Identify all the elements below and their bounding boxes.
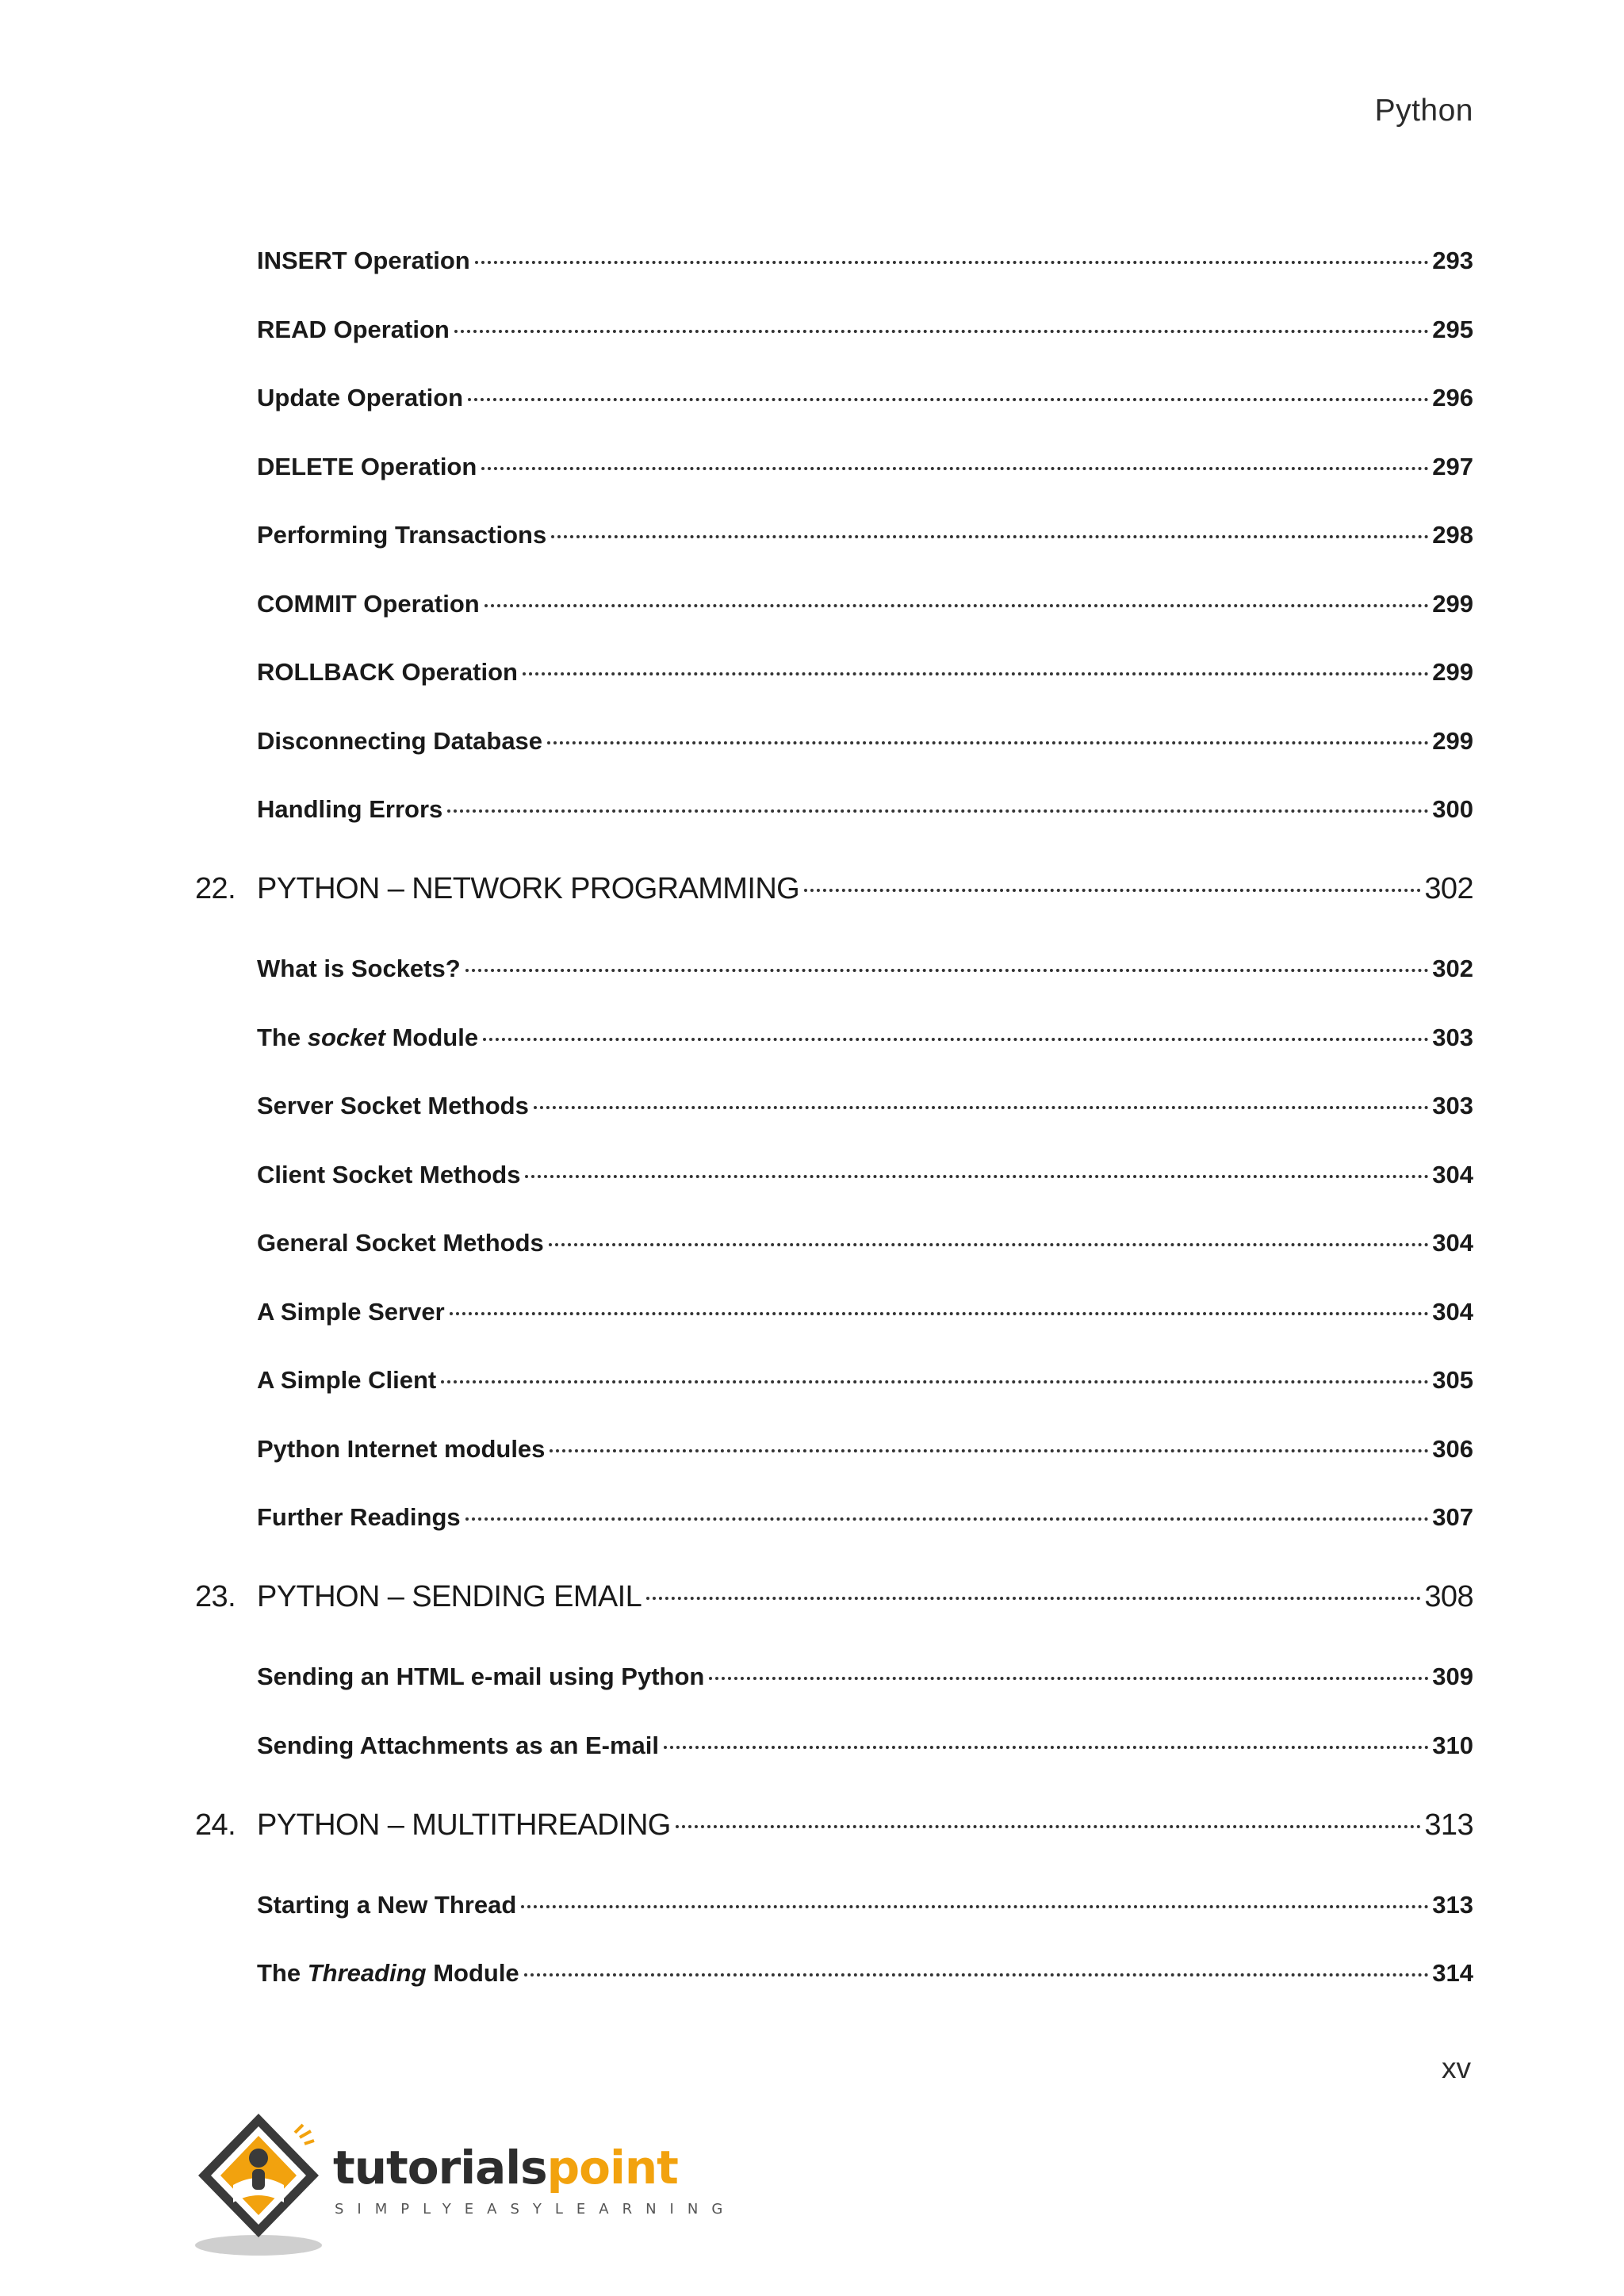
toc-entry-title: What is Sockets? [257,955,461,982]
toc-dot-leader [485,604,1430,607]
toc-dot-leader [450,1312,1430,1315]
toc-page-number: 299 [1432,589,1473,618]
toc-entry-row[interactable] [257,453,1473,488]
toc-entry-title: Client Socket Methods [257,1160,521,1188]
toc-page-number: 304 [1432,1297,1473,1326]
toc-entry-row[interactable] [257,1891,1473,1926]
toc-page-number: 300 [1432,795,1473,823]
toc-entry-row[interactable] [257,955,1473,989]
toc-page-number: 314 [1432,1959,1473,1987]
toc-entry-title: Starting a New Thread [257,1890,517,1919]
toc-page-number: 303 [1432,1023,1473,1051]
logo-wordmark [333,2141,678,2195]
toc-page-number: 303 [1432,1092,1473,1119]
toc-entry-row[interactable] [257,1732,1473,1766]
toc-entry-title: Sending Attachments as an E-mail [257,1731,660,1759]
toc-entry-title: A Simple Client [257,1366,437,1394]
toc-dot-leader [447,809,1429,813]
toc-entry-title: PYTHON – SENDING EMAIL [257,1580,642,1613]
toc-dot-leader [547,741,1429,744]
running-header: Python [1374,94,1473,128]
toc-dot-leader [804,889,1421,892]
logo-word-point: point [546,2141,678,2195]
toc-page-number: 298 [1432,521,1473,549]
toc-entry-title: A Simple Server [257,1297,445,1326]
toc-dot-leader [551,535,1429,538]
toc-dot-leader [468,398,1429,401]
toc-entry-row[interactable] [257,1435,1473,1470]
toc-page-number: 302 [1424,872,1473,905]
toc-chapter-number: 24. [195,1808,236,1842]
logo-person-body [252,2169,265,2190]
toc-dot-leader [709,1677,1429,1680]
logo-person-head [249,2149,268,2168]
toc-entry-row[interactable] [257,1366,1473,1401]
toc-dot-leader [524,1973,1430,1976]
toc-entry-title: Python Internet modules [257,1434,546,1463]
toc-entry-row[interactable] [257,247,1473,281]
toc-entry-row[interactable] [257,1298,1473,1333]
toc-dot-leader [521,1905,1429,1908]
toc-page-number: 296 [1432,384,1473,411]
toc-page-number: 308 [1424,1580,1473,1613]
toc-page-number: 304 [1432,1160,1473,1188]
toc-dot-leader [549,1243,1429,1246]
toc-dot-leader [646,1597,1421,1600]
toc-entry-row[interactable] [257,1663,1473,1697]
toc-page-number: 297 [1432,452,1473,480]
logo-tagline: SIMPLYEASYLEARNING [335,2201,737,2218]
logo-emblem-icon [193,2109,336,2260]
toc-page-number: 306 [1432,1434,1473,1463]
toc-entry-title: INSERT Operation [257,247,470,274]
toc-title-part: The [257,1023,308,1051]
toc-dot-leader [441,1380,1429,1383]
page-number: xv [1442,2052,1471,2084]
toc-dot-leader [664,1746,1429,1749]
toc-entry-row[interactable] [257,727,1473,762]
toc-entry-row[interactable] [257,590,1473,625]
toc-entry-title: Server Socket Methods [257,1092,529,1119]
toc-title-italic: socket [307,1023,385,1051]
toc-title-italic: Threading [307,1959,427,1987]
toc-dot-leader [465,969,1430,972]
toc-entry-row[interactable] [257,316,1473,350]
toc-dot-leader [475,261,1430,264]
toc-entry-title: PYTHON – NETWORK PROGRAMMING [257,872,800,905]
toc-page-number: 309 [1432,1663,1473,1690]
toc-page-number: 307 [1432,1503,1473,1531]
toc-entry-row[interactable] [257,1092,1473,1127]
toc-entry-row[interactable] [257,521,1473,556]
toc-page-number: 299 [1432,726,1473,755]
toc-page-number: 310 [1432,1731,1473,1759]
toc-title-part: The [257,1959,308,1987]
toc-entry-row[interactable] [257,1229,1473,1264]
toc-page-number: 313 [1432,1890,1473,1919]
toc-entry-row[interactable] [257,1024,1473,1058]
toc-entry-title: Update Operation [257,384,464,411]
toc-entry-title: PYTHON – MULTITHREADING [257,1808,671,1842]
toc-dot-leader [523,672,1429,675]
toc-dot-leader [454,330,1429,333]
toc-entry-row[interactable] [257,1161,1473,1196]
toc-title-part: Module [385,1023,479,1051]
toc-entry-title: Handling Errors [257,795,443,823]
toc-chapter-row[interactable] [195,1808,1473,1851]
toc-chapter-row[interactable] [195,872,1473,915]
toc-dot-leader [550,1449,1429,1452]
toc-entry-title: DELETE Operation [257,452,477,480]
toc-page-number: 295 [1432,315,1473,343]
toc-entry-row[interactable] [257,1959,1473,1994]
toc-page-number: 299 [1432,658,1473,686]
toc-chapter-row[interactable] [195,1580,1473,1623]
toc-entry-row[interactable] [257,1503,1473,1538]
toc-entry-title: Disconnecting Database [257,726,543,755]
toc-entry-row[interactable] [257,384,1473,419]
toc-entry-title: Further Readings [257,1503,461,1531]
logo-shadow [195,2235,322,2256]
toc-page-number: 293 [1432,247,1473,274]
toc-dot-leader [525,1175,1429,1178]
logo-spark-icon [295,2125,314,2144]
toc-dot-leader [465,1517,1430,1521]
toc-page-number: 305 [1432,1366,1473,1394]
toc-page-number: 313 [1424,1808,1473,1842]
toc-entry-row[interactable] [257,658,1473,693]
toc-dot-leader [676,1825,1422,1828]
tutorialspoint-logo [193,2109,737,2260]
toc-entry-title: Performing Transactions [257,521,547,549]
toc-chapter-number: 23. [195,1580,236,1613]
toc-dot-leader [534,1106,1429,1109]
toc-dot-leader [483,1038,1429,1041]
toc-dot-leader [481,467,1429,470]
toc-entry-title: General Socket Methods [257,1229,544,1257]
logo-word-tutorials: tutorials [333,2141,547,2195]
toc-title-part: Module [426,1959,519,1987]
toc-entry-title [257,1024,478,1052]
toc-entry-title: COMMIT Operation [257,589,480,618]
toc-entry-title [257,1959,519,1988]
toc-entry-title: ROLLBACK Operation [257,658,518,686]
toc-chapter-number: 22. [195,872,236,905]
toc-entry-title: Sending an HTML e-mail using Python [257,1663,705,1690]
toc-page-number: 302 [1432,955,1473,982]
toc-page-number: 304 [1432,1229,1473,1257]
toc-entry-row[interactable] [257,795,1473,830]
toc-entry-title: READ Operation [257,315,450,343]
